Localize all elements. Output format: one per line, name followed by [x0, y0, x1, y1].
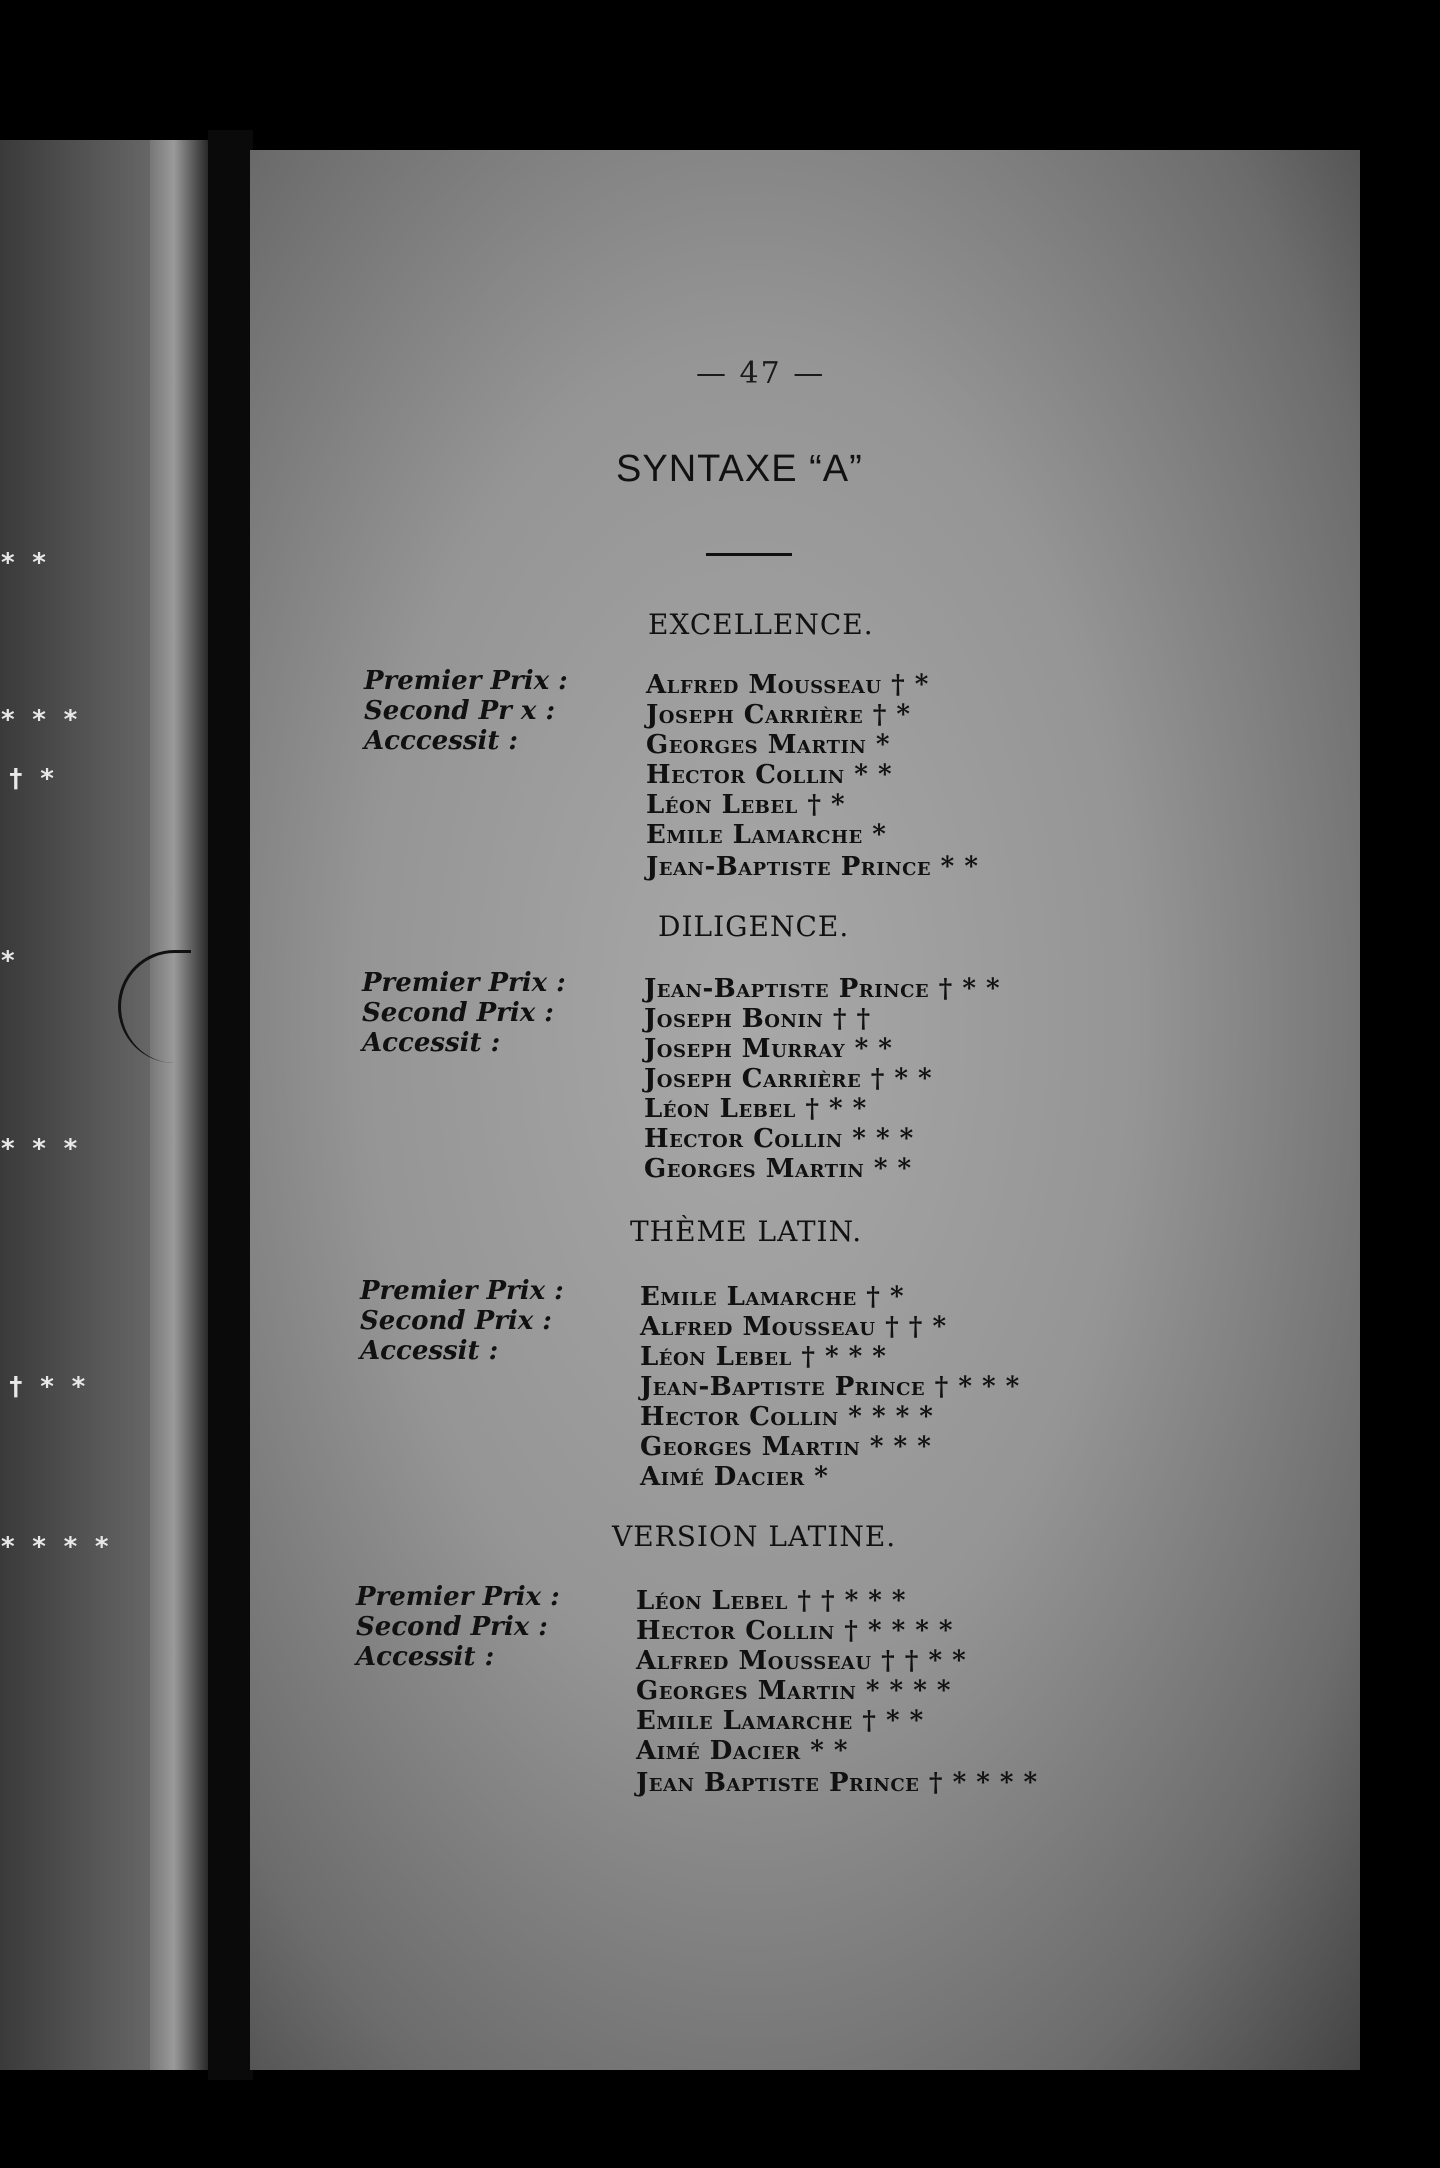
- prize-label: Acccessit :: [364, 726, 519, 756]
- prize-label: Premier Prix :: [356, 1582, 560, 1612]
- left-mark: * * *: [0, 1134, 79, 1164]
- book-gutter: [208, 130, 253, 2080]
- student-name: Alfred Mousseau † *: [646, 670, 929, 700]
- student-name: Georges Martin *: [646, 730, 891, 760]
- student-name: Jean-Baptiste Prince † * * *: [640, 1372, 1020, 1402]
- prize-label: Premier Prix :: [364, 666, 568, 696]
- student-name: Aimé Dacier *: [640, 1462, 829, 1492]
- student-name: Léon Lebel † * *: [644, 1094, 867, 1124]
- student-name: Emile Lamarche † *: [640, 1282, 905, 1312]
- page-number: — 47 —: [696, 356, 826, 391]
- student-name: Hector Collin * * *: [644, 1124, 914, 1154]
- section-heading: THÈME LATIN.: [630, 1215, 863, 1248]
- student-name: Léon Lebel † * * *: [640, 1342, 887, 1372]
- prize-label: Premier Prix :: [360, 1276, 564, 1306]
- left-mark: * * * *: [0, 1532, 110, 1562]
- student-name: Joseph Carrière † * *: [644, 1064, 933, 1094]
- student-name: Hector Collin * *: [646, 760, 893, 790]
- prize-label: Accessit :: [356, 1642, 495, 1672]
- prize-label: Second Prix :: [356, 1612, 548, 1642]
- section-heading: DILIGENCE.: [658, 910, 850, 943]
- left-mark: *: [0, 946, 16, 976]
- prize-label: Second Pr x :: [364, 696, 556, 726]
- left-mark: * * *: [0, 705, 79, 735]
- student-name: Jean-Baptiste Prince † * *: [644, 974, 1001, 1004]
- student-name: Léon Lebel † *: [646, 790, 846, 820]
- student-name: Léon Lebel † † * * *: [636, 1586, 907, 1616]
- student-name: Alfred Mousseau † † *: [640, 1312, 947, 1342]
- title-rule: [706, 553, 792, 556]
- prize-label: Second Prix :: [362, 998, 554, 1028]
- student-name: Jean Baptiste Prince † * * * *: [636, 1768, 1038, 1798]
- left-mark: * *: [0, 548, 47, 578]
- page-title: SYNTAXE “A”: [616, 448, 863, 490]
- student-name: Jean-Baptiste Prince * *: [646, 852, 979, 882]
- student-name: Hector Collin † * * * *: [636, 1616, 953, 1646]
- left-page-marks: [0, 0, 200, 2168]
- student-name: Hector Collin * * * *: [640, 1402, 934, 1432]
- section-heading: EXCELLENCE.: [648, 608, 874, 641]
- student-name: Georges Martin * * *: [640, 1432, 932, 1462]
- left-mark: † *: [8, 764, 55, 794]
- prize-label: Accessit :: [360, 1336, 499, 1366]
- student-name: Georges Martin * * * *: [636, 1676, 951, 1706]
- prize-label: Accessit :: [362, 1028, 501, 1058]
- student-name: Emile Lamarche *: [646, 820, 887, 850]
- prize-label: Premier Prix :: [362, 968, 566, 998]
- student-name: Aimé Dacier * *: [636, 1736, 849, 1766]
- student-name: Joseph Bonin † †: [644, 1004, 871, 1034]
- prize-label: Second Prix :: [360, 1306, 552, 1336]
- left-mark: † * *: [8, 1372, 87, 1402]
- student-name: Joseph Carrière † *: [646, 700, 911, 730]
- student-name: Emile Lamarche † * *: [636, 1706, 924, 1736]
- section-heading: VERSION LATINE.: [612, 1520, 897, 1553]
- student-name: Georges Martin * *: [644, 1154, 912, 1184]
- student-name: Alfred Mousseau † † * *: [636, 1646, 967, 1676]
- student-name: Joseph Murray * *: [644, 1034, 893, 1064]
